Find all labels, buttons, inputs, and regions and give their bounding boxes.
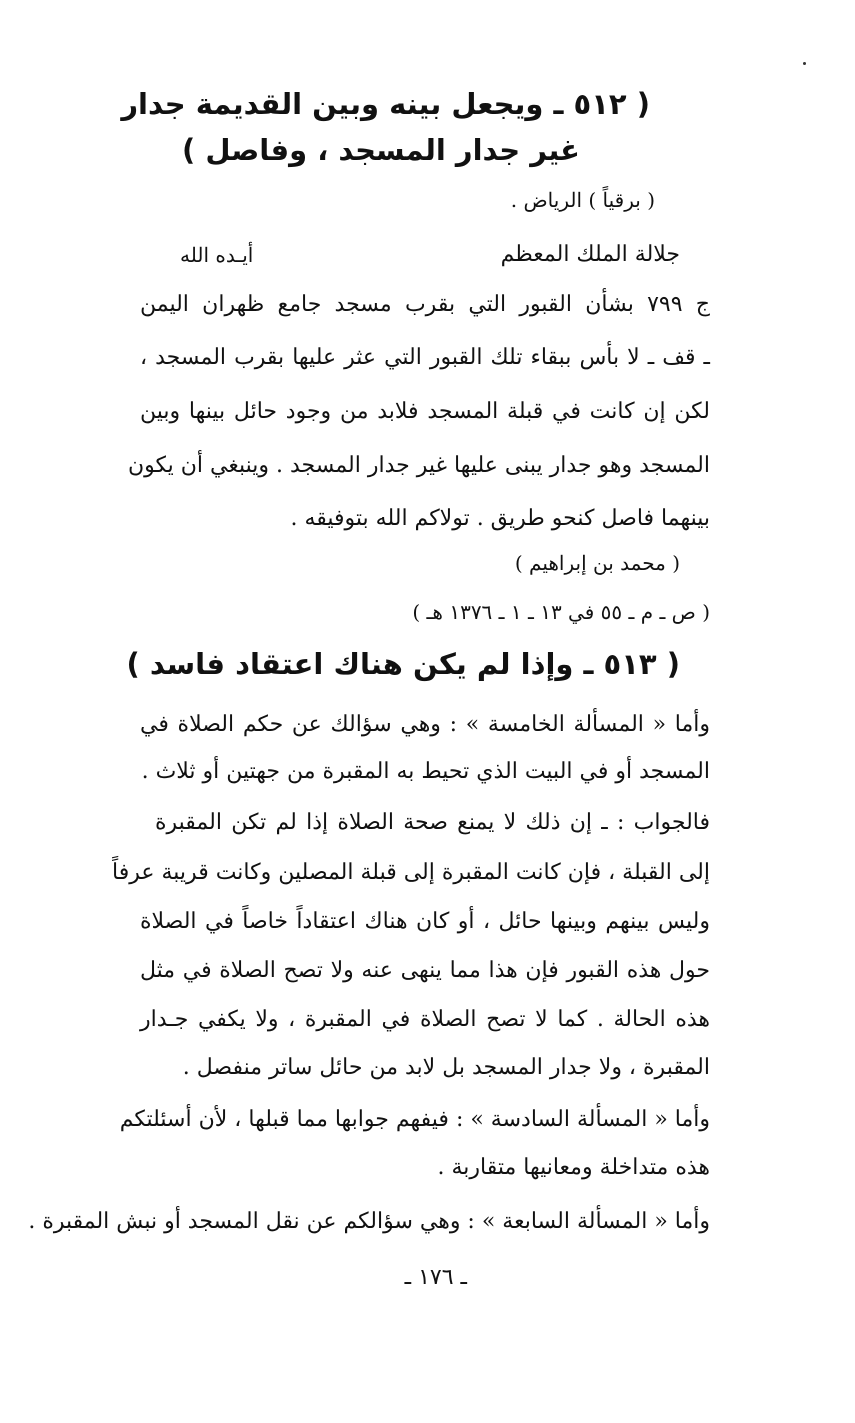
page-number: ـ ١٧٦ ـ	[404, 1265, 467, 1290]
section-513-para2-line: فالجواب : ـ إن ذلك لا يمنع صحة الصلاة إذا لم تكن المقبرة	[155, 810, 710, 835]
section-512-heading-line1: ( ٥١٢ ـ ويجعل بينه وبين القديمة جدار	[121, 87, 650, 121]
section-512-body-line: المسجد وهو جدار يبنى عليها غير جدار المسجد . وينبغي أن يكون	[127, 453, 710, 478]
section-513-para3-line: هذه متداخلة ومعانيها متقاربة .	[437, 1155, 710, 1180]
telegram-header: ( برقياً ) الرياض .	[510, 188, 655, 212]
salutation-blessing: أيـده الله	[180, 243, 254, 267]
section-513-heading: ( ٥١٣ ـ وإذا لم يكن هناك اعتقاد فاسد )	[126, 647, 680, 681]
section-513-para2-line: إلى القبلة ، فإن كانت المقبرة إلى قبلة المصلين وكانت قريبة عرفاً	[112, 860, 710, 885]
section-513-para2-line: هذه الحالة . كما لا تصح الصلاة في المقبرة ، ولا يكفي جـدار	[140, 1007, 710, 1032]
corner-speck	[803, 62, 806, 65]
section-513-para2-line: المقبرة ، ولا جدار المسجد بل لابد من حائل ساتر منفصل .	[182, 1055, 710, 1080]
section-512-body-line: لكن إن كانت في قبلة المسجد فلابد من وجود حائل بينها وبين	[140, 399, 710, 424]
section-513-para4-line: وأما « المسألة السابعة » : وهي سؤالكم عن نقل المسجد أو نبش المقبرة .	[28, 1209, 710, 1234]
section-512-body-line: ـ قف ـ لا بأس ببقاء تلك القبور التي عثر عليها بقرب المسجد ،	[140, 345, 710, 370]
section-513-para2-line: وليس بينهم وبينها حائل ، أو كان هناك اعتقاداً خاصاً في الصلاة	[140, 909, 710, 934]
reference-citation: ( ص ـ م ـ ٥٥ في ١٣ ـ ١ ـ ١٣٧٦ هـ )	[412, 600, 710, 624]
section-512-heading-line2: غير جدار المسجد ، وفاصل )	[182, 133, 580, 167]
section-513-para2-line: حول هذه القبور فإن هذا مما ينهى عنه ولا تصح الصلاة في مثل	[140, 958, 710, 983]
signature: ( محمد بن إبراهيم )	[514, 551, 680, 575]
section-513-para1-line: المسجد أو في البيت الذي تحيط به المقبرة من جهتين أو ثلاث .	[141, 759, 710, 784]
section-513-para1-line: وأما « المسألة الخامسة » : وهي سؤالك عن حكم الصلاة في	[140, 712, 710, 737]
section-512-body-line: ج ٧٩٩ بشأن القبور التي بقرب مسجد جامع ظهران اليمن	[140, 292, 710, 317]
section-512-body-line: بينهما فاصل كنحو طريق . تولاكم الله بتوفيقه .	[290, 506, 710, 531]
section-513-para3-line: وأما « المسألة السادسة » : فيفهم جوابها مما قبلها ، لأن أسئلتكم	[119, 1107, 710, 1132]
salutation-recipient: جلالة الملك المعظم	[500, 242, 680, 267]
